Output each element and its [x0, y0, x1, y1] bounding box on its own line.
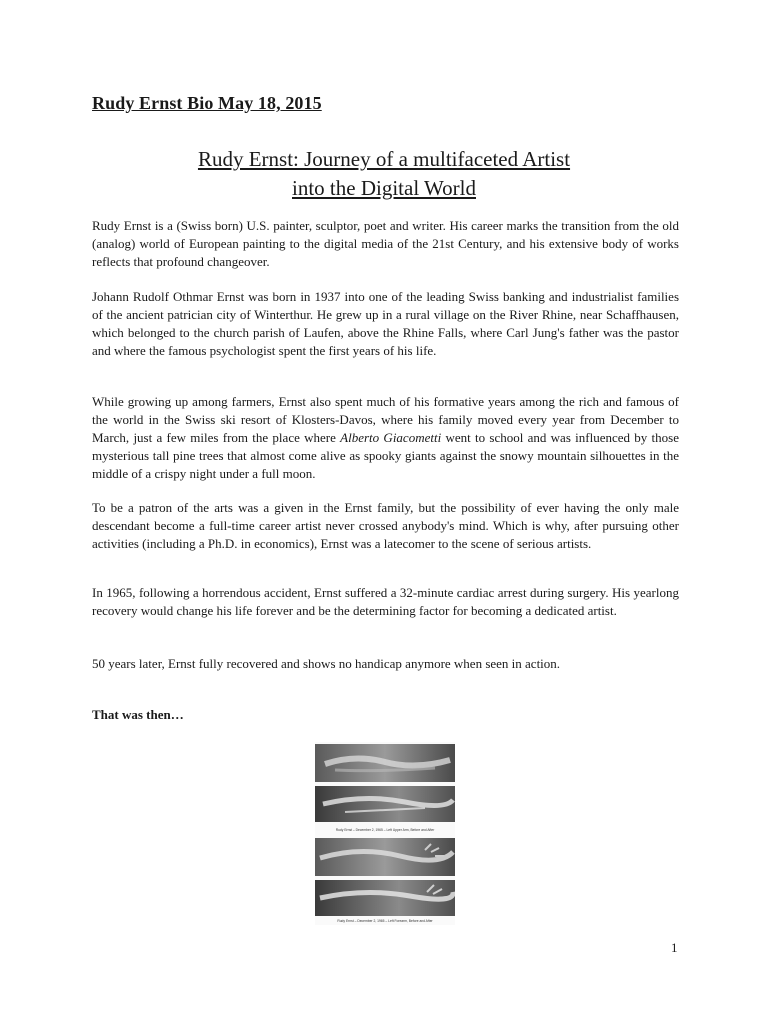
figure-caption-bottom: Rudy Ernst – December 2, 1965 – Left Forearm, Before and After: [337, 919, 433, 923]
title-line-2: into the Digital World: [292, 176, 476, 200]
xray-photo-collage: [315, 742, 455, 925]
paragraph-intro: Rudy Ernst is a (Swiss born) U.S. painter, sculptor, poet and writer. His career marks the transition from the old (analog) world of European painting to the digital media of the 21st Century, and his extensive body of works reflects that profound changeover.: [92, 218, 679, 269]
paragraph-recovery: 50 years later, Ernst fully recovered and shows no handicap anymore when seen in action.: [92, 656, 561, 671]
paragraph-origins: Johann Rudolf Othmar Ernst was born in 1937 into one of the leading Swiss banking and industrialist families of the ancient patrician city of Winterthur. He grew up in a rural village on the River Rhine, near Schaffhausen, which belonged to the church parish of Laufen, above the Rhine Falls, where Carl Jung's father was the pastor and where the famous psychologist spent the first years of his life.: [92, 289, 679, 358]
giacometti-name: Alberto Giacometti: [340, 430, 442, 445]
title-line-1: Rudy Ernst: Journey of a multifaceted Artist: [197, 147, 571, 171]
paragraph-childhood-text-2: went to school and was influenced by those mysterious tall pine trees that almost come alive as spooky giants against the snowy mountain silhouettes in the middle of a crispy night under a full moon.: [92, 430, 679, 481]
document-header: Rudy Ernst Bio May 18, 2015: [92, 93, 322, 113]
xray-forearm-before: [315, 838, 455, 876]
xray-photo-graphic: [315, 742, 455, 925]
that-was-then-heading: That was then…: [92, 707, 184, 722]
paragraph-childhood-text-1: While growing up among farmers, Ernst also spent much of his formative years among the rich and famous of the world in the Swiss ski resort of Klosters-Davos, where his family moved every year from December to March, just a few miles from the place where: [92, 394, 679, 445]
paragraph-childhood: [92, 393, 679, 483]
paragraph-accident: In 1965, following a horrendous accident, Ernst suffered a 32-minute cardiac arrest during surgery. His yearlong recovery would change his life forever and be the determining factor for becoming a dedicated artist.: [92, 585, 679, 618]
document-title: [0, 145, 768, 203]
figure-caption-top: Rudy Ernst – December 2, 1965 – Left Upper Arm, Before and After: [335, 828, 435, 832]
page-number: 1: [671, 940, 678, 955]
paragraph-patronage: To be a patron of the arts was a given in the Ernst family, but the possibility of ever having the only male descendant become a full-time career artist never crossed anybody's mind. Which is why, after pursuing other activities (including a Ph.D. in economics), Ernst was a latecomer to the scene of serious artists.: [92, 500, 679, 551]
